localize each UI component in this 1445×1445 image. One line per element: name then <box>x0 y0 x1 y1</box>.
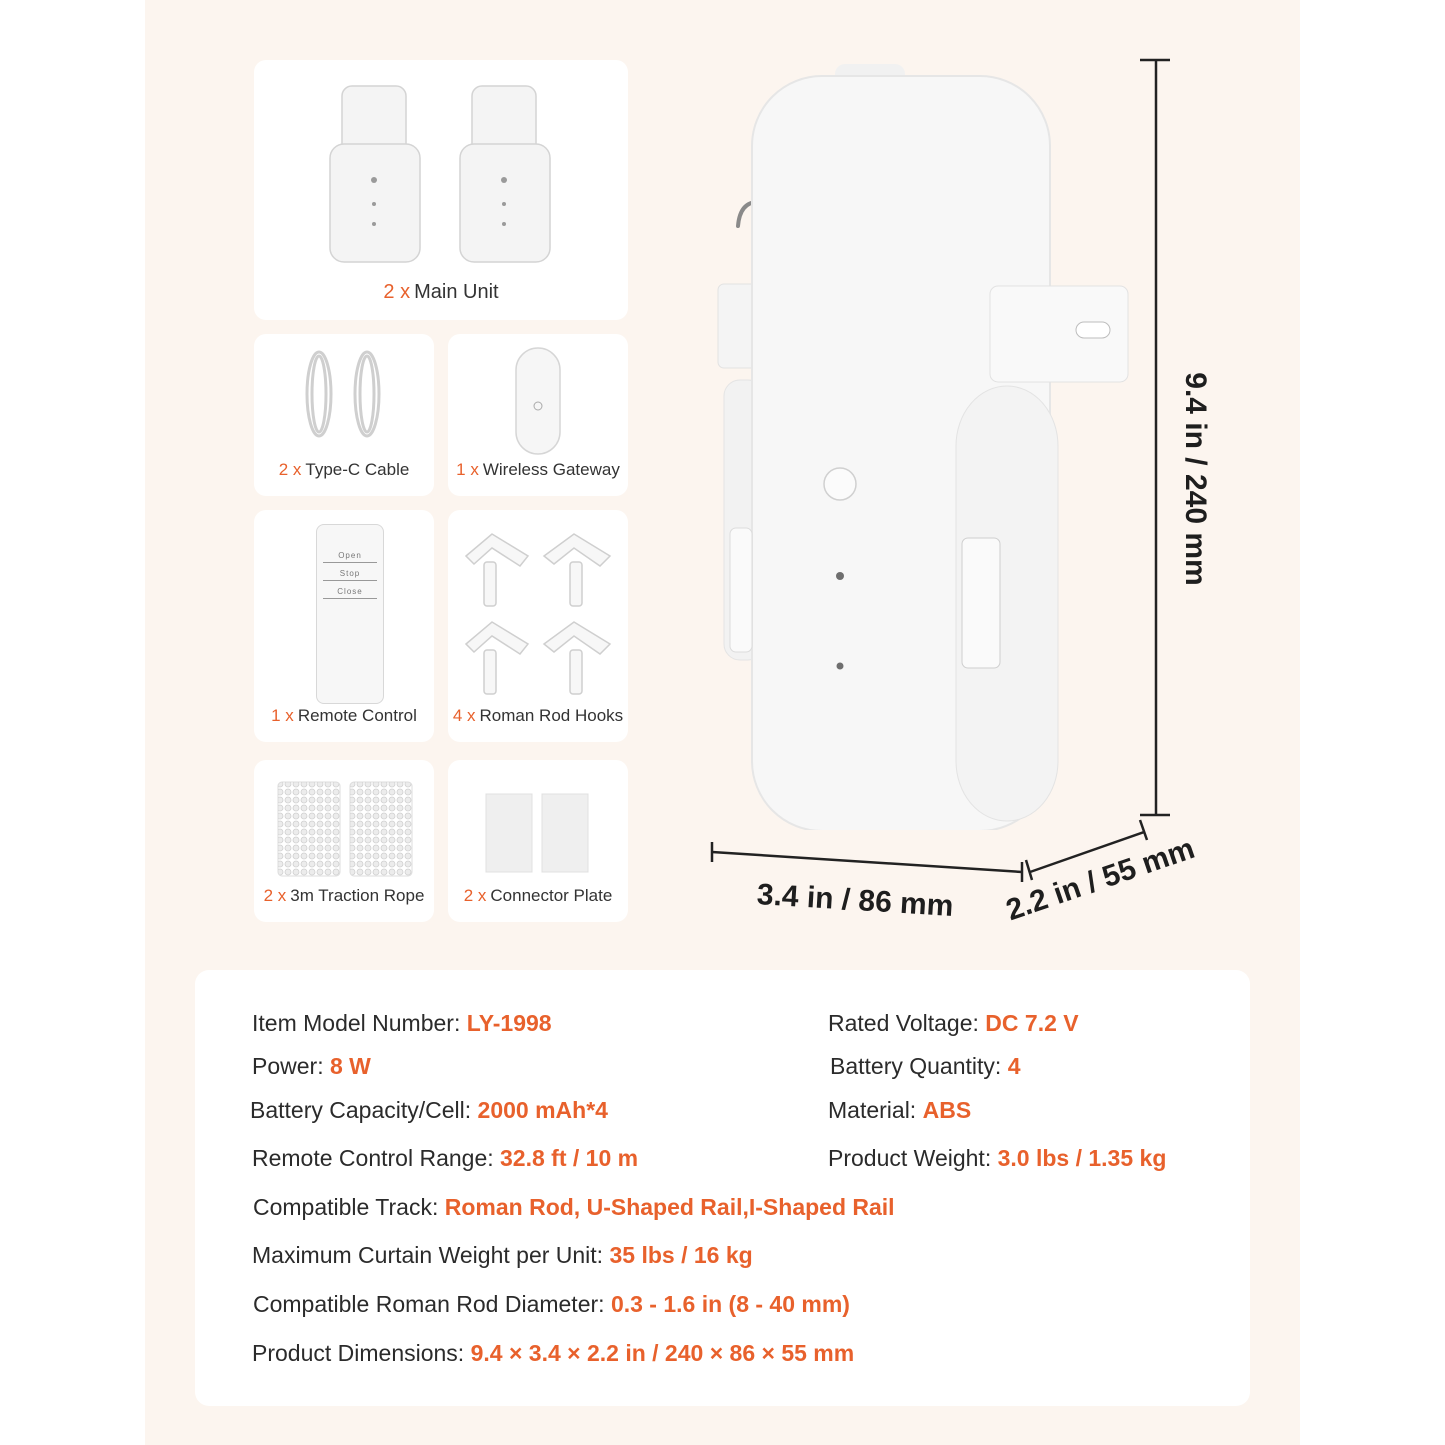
remote-icon <box>316 524 384 704</box>
dimension-lines <box>700 50 1170 890</box>
remote-button-stop: Stop <box>323 569 377 581</box>
caption-remote-control: 1 x Remote Control <box>271 706 417 725</box>
plate-icon <box>484 792 592 874</box>
dimension-width-label: 3.4 in / 86 mm <box>755 878 955 923</box>
card-type-c-cable <box>254 334 434 496</box>
hook-icon <box>462 526 614 696</box>
spec-product-weight: Product Weight: 3.0 lbs / 1.35 kg <box>828 1145 1167 1171</box>
caption-type-c-cable: 2 x Type-C Cable <box>278 460 410 479</box>
spec-remote-control-range: Remote Control Range: 32.8 ft / 10 m <box>252 1145 639 1171</box>
main-unit-icon <box>314 82 574 272</box>
card-remote-control <box>254 510 434 742</box>
cable-icon <box>294 344 394 456</box>
caption-main-unit: 2 x Main Unit <box>383 281 499 303</box>
spec-roman-rod-diameter: Compatible Roman Rod Diameter: 0.3 - 1.6 in (8 - 40 mm) <box>253 1291 850 1317</box>
caption-wireless-gateway: 1 x Wireless Gateway <box>456 460 620 479</box>
remote-button-open: Open <box>323 551 377 563</box>
gateway-icon <box>512 346 564 456</box>
spec-compatible-track: Compatible Track: Roman Rod, U-Shaped Rail,I-Shaped Rail <box>253 1194 895 1220</box>
spec-max-curtain-weight: Maximum Curtain Weight per Unit: 35 lbs / 16 kg <box>252 1242 753 1268</box>
card-traction-rope <box>254 760 434 922</box>
dimension-depth-label: 2.2 in / 55 mm <box>1002 831 1199 928</box>
remote-button-close: Close <box>323 587 377 599</box>
spec-battery-capacity: Battery Capacity/Cell: 2000 mAh*4 <box>250 1097 608 1123</box>
card-wireless-gateway <box>448 334 628 496</box>
spec-battery-quantity: Battery Quantity: 4 <box>830 1053 1021 1079</box>
caption-traction-rope: 2 x 3m Traction Rope <box>263 886 425 905</box>
caption-roman-rod-hooks: 4 x Roman Rod Hooks <box>452 706 624 725</box>
card-roman-rod-hooks <box>448 510 628 742</box>
specs-panel <box>195 970 1250 1406</box>
spec-rated-voltage: Rated Voltage: DC 7.2 V <box>828 1010 1079 1036</box>
spec-product-dimensions: Product Dimensions: 9.4 × 3.4 × 2.2 in / 240 × 86 × 55 mm <box>252 1340 855 1366</box>
card-connector-plate <box>448 760 628 922</box>
spec-material: Material: ABS <box>828 1097 972 1123</box>
caption-connector-plate: 2 x Connector Plate <box>463 886 613 905</box>
spec-item-model-number: Item Model Number: LY-1998 <box>252 1010 552 1036</box>
spec-power: Power: 8 W <box>252 1053 371 1079</box>
card-main-unit <box>254 60 628 320</box>
rope-bag-icon <box>276 780 416 878</box>
dimension-height-label: 9.4 in / 240 mm <box>1179 372 1212 586</box>
